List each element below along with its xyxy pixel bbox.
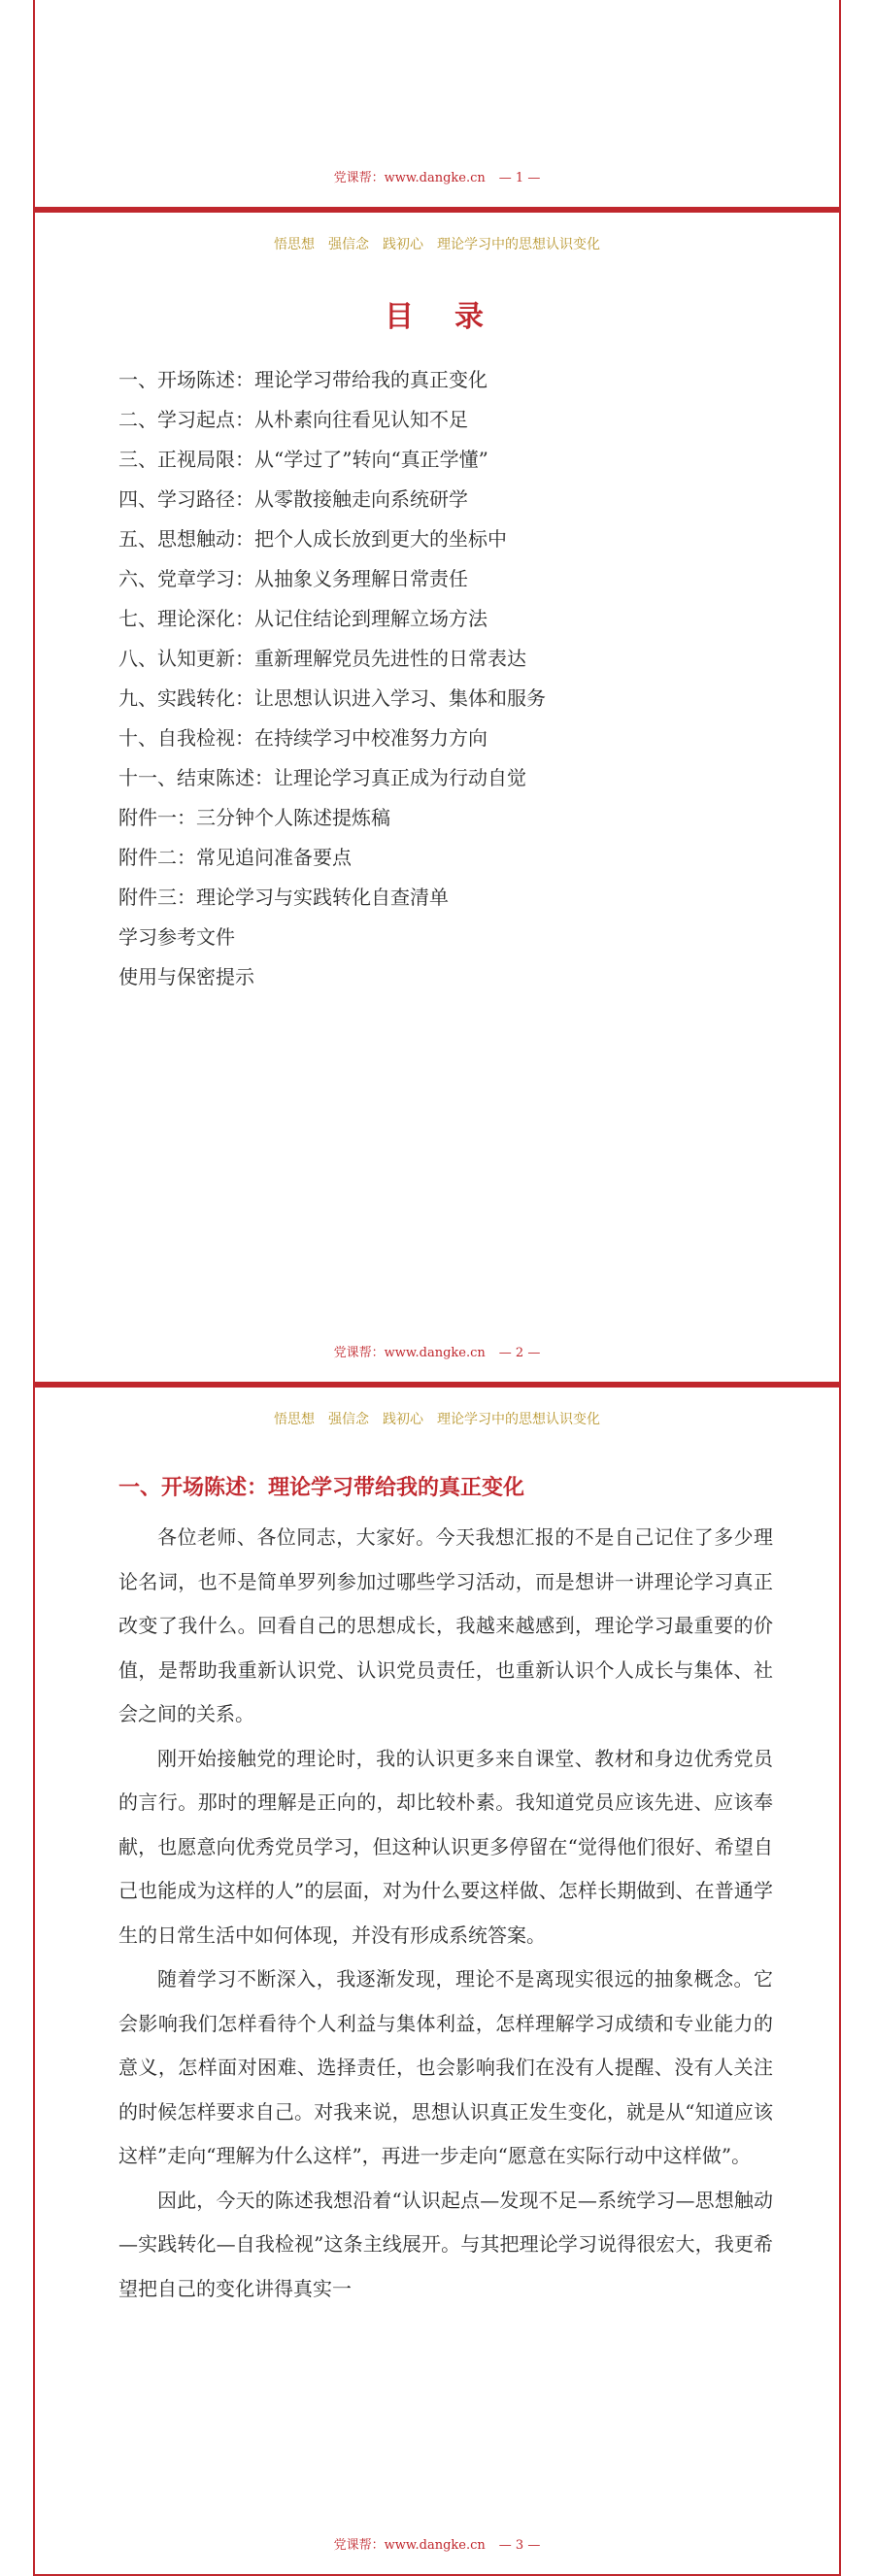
toc-title: 目 录 <box>385 300 489 334</box>
toc-item[interactable]: 七、理论深化：从记住结论到理解立场方法 <box>118 607 487 630</box>
toc-item[interactable]: 九、实践转化：让思想认识进入学习、集体和服务 <box>118 686 546 710</box>
body-paragraph: 刚开始接触党的理论时，我的认识更多来自课堂、教材和身边优秀党员的言行。那时的理解是正向的，却比较朴素。我知道党员应该先进、应该奉献，也愿意向优秀党员学习，但这种认识更多停留在“觉得他们很好、希望自己也能成为这样的人”的层面，对为什么要这样做、怎样长期做到、在普通学生的日常生活中如何体现，并没有形成系统答案。 <box>118 1746 773 1947</box>
body-paragraph: 各位老师、各位同志，大家好。今天我想汇报的不是自己记住了多少理论名词，也不是简单罗列参加过哪些学习活动，而是想讲一讲理论学习真正改变了我什么。回看自己的思想成长，我越来越感到，理论学习最重要的价值，是帮助我重新认识党、认识党员责任，也重新认识个人成长与集体、社会之间的关系。 <box>118 1525 773 1725</box>
page-footer <box>35 167 839 185</box>
footer-site: 党课帮：www.dangke.cn <box>333 2538 486 2553</box>
toc-item[interactable]: 四、学习路径：从零散接触走向系统研学 <box>118 487 468 511</box>
page-1 <box>33 0 841 210</box>
toc-item[interactable]: 五、思想触动：把个人成长放到更大的坐标中 <box>118 527 507 551</box>
toc-item[interactable]: 十、自我检视：在持续学习中校准努力方向 <box>118 726 487 750</box>
page-footer <box>35 1342 839 1360</box>
page-number: — 2 — <box>498 1346 541 1360</box>
toc-list <box>118 360 546 997</box>
toc-item[interactable]: 一、开场陈述：理论学习带给我的真正变化 <box>118 368 487 391</box>
body-paragraph: 随着学习不断深入，我逐渐发现，理论不是离现实很远的抽象概念。它会影响我们怎样看待个人利益与集体利益，怎样理解学习成绩和专业能力的意义，怎样面对困难、选择责任，也会影响我们在没有人提醒、没有人关注的时候怎样要求自己。对我来说，思想认识真正发生变化，就是从“知道应该这样”走向“理解为什么这样”，再进一步走向“愿意在实际行动中这样做”。 <box>118 1967 773 2167</box>
toc-item[interactable]: 附件一：三分钟个人陈述提炼稿 <box>118 806 390 829</box>
body-paragraph: 因此，今天的陈述我想沿着“认识起点—发现不足—系统学习—思想触动—实践转化—自我检视”这条主线展开。与其把理论学习说得很宏大，我更希望把自己的变化讲得真实一 <box>118 2188 773 2300</box>
toc-item[interactable]: 学习参考文件 <box>118 925 235 949</box>
toc-item[interactable]: 十一、结束陈述：让理论学习真正成为行动自觉 <box>118 766 526 789</box>
section-heading: 一、开场陈述：理论学习带给我的真正变化 <box>118 1475 525 1500</box>
toc-item[interactable]: 使用与保密提示 <box>118 965 254 988</box>
page-header: 悟思想 强信念 践初心 理论学习中的思想认识变化 <box>274 237 600 252</box>
page-number: — 3 — <box>498 2538 541 2553</box>
page-3 <box>33 1385 841 2576</box>
toc-item[interactable]: 三、正视局限：从“学过了”转向“真正学懂” <box>118 448 488 471</box>
footer-site: 党课帮：www.dangke.cn <box>333 1346 486 1360</box>
toc-item[interactable]: 六、党章学习：从抽象义务理解日常责任 <box>118 567 468 590</box>
page-footer <box>35 2534 839 2553</box>
toc-item[interactable]: 八、认知更新：重新理解党员先进性的日常表达 <box>118 647 526 670</box>
toc-item[interactable]: 附件三：理论学习与实践转化自查清单 <box>118 886 449 909</box>
footer-site: 党课帮：www.dangke.cn <box>333 171 486 185</box>
page-2 <box>33 210 841 1385</box>
page-header: 悟思想 强信念 践初心 理论学习中的思想认识变化 <box>274 1412 600 1427</box>
toc-item[interactable]: 二、学习起点：从朴素向往看见认知不足 <box>118 408 468 431</box>
page-number: — 1 — <box>498 171 541 185</box>
section-body <box>118 1516 773 2311</box>
toc-item[interactable]: 附件二：常见追问准备要点 <box>118 846 352 869</box>
